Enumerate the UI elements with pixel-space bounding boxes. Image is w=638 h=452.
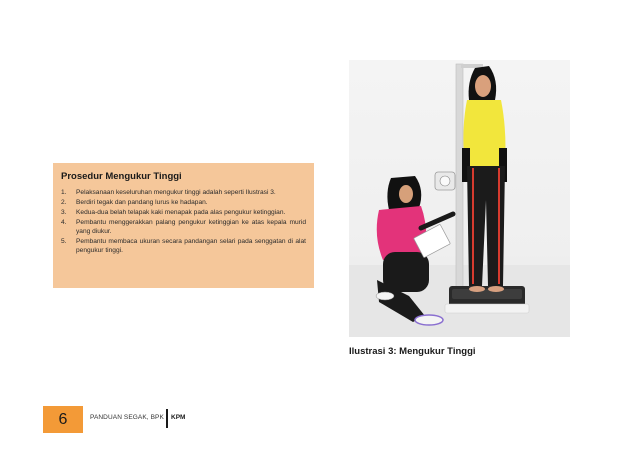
procedure-step	[61, 237, 306, 255]
procedure-box	[53, 163, 314, 288]
step-number: 2.	[61, 199, 67, 206]
procedure-step	[61, 188, 306, 197]
height-measurement-illustration	[349, 60, 570, 337]
procedure-step	[61, 198, 306, 207]
procedure-step	[61, 218, 306, 236]
height-measurement-photo	[349, 60, 570, 337]
stadiometer-pole	[456, 64, 463, 300]
step-text: Kedua-dua belah telapak kaki menapak pada alas pengukur ketinggian.	[76, 209, 286, 216]
procedure-title: Prosedur Mengukur Tinggi	[61, 171, 182, 182]
step-number: 5.	[61, 238, 67, 245]
step-text: Pembantu membaca ukuran secara pandangan selari pada senggatan di alat pengukur tinggi.	[76, 238, 306, 254]
footer-org: KPM	[171, 414, 186, 421]
step-text: Pembantu menggerakkan palang pengukur ketinggian ke atas kepala murid yang diukur.	[76, 219, 306, 235]
standing-student	[462, 66, 507, 292]
procedure-step	[61, 208, 306, 217]
footer-divider	[166, 409, 168, 428]
step-number: 1.	[61, 189, 67, 196]
footer-publication: PANDUAN SEGAK, BPK	[90, 414, 164, 421]
page-number: 6	[43, 406, 83, 433]
step-number: 4.	[61, 219, 67, 226]
procedure-steps	[61, 188, 306, 255]
illustration-caption: Ilustrasi 3: Mengukur Tinggi	[349, 346, 476, 357]
step-text: Berdiri tegak dan pandang lurus ke hadapan.	[76, 199, 208, 206]
step-number: 3.	[61, 209, 67, 216]
step-text: Pelaksanaan keseluruhan mengukur tinggi adalah seperti Ilustrasi 3.	[76, 189, 276, 196]
